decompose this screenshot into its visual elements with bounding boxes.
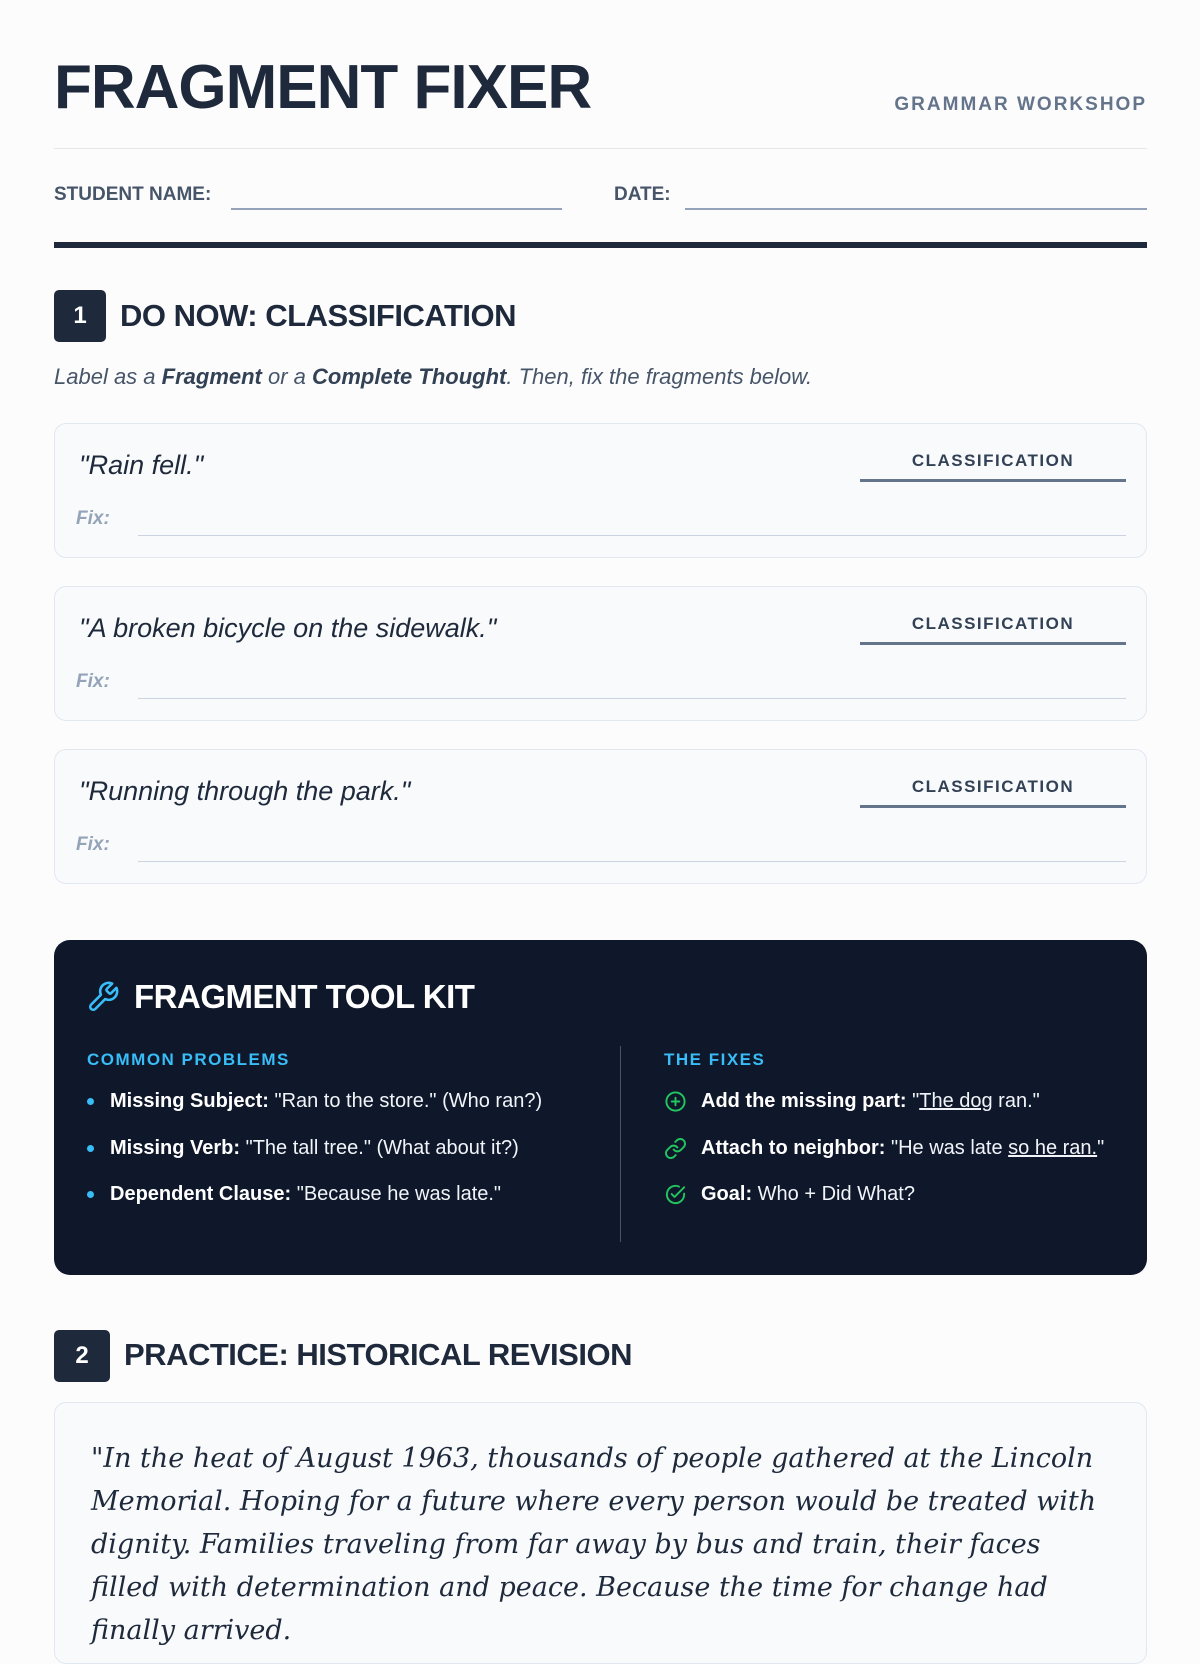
worksheet [54, 0, 1147, 1646]
wrench-icon [86, 980, 120, 1014]
fix-answer-line[interactable] [138, 535, 1126, 536]
section-number-badge: 1 [54, 290, 106, 342]
plus-circle-icon [664, 1090, 687, 1113]
date-field[interactable] [685, 208, 1147, 210]
historical-passage [54, 1402, 1147, 1664]
fix-label: Fix: [76, 508, 110, 529]
fixes-heading: THE FIXES [664, 1050, 766, 1069]
fixes-list [664, 1086, 1114, 1210]
classification-field[interactable]: CLASSIFICATION [860, 777, 1126, 808]
sentence-card [54, 749, 1147, 884]
tool-kit-panel [54, 940, 1147, 1275]
list-item: Goal: Who + Did What? [664, 1179, 1114, 1210]
sentence-card [54, 586, 1147, 721]
link-icon [664, 1137, 687, 1160]
bullet-icon [87, 1145, 94, 1152]
column-divider [620, 1046, 621, 1242]
sentence-card [54, 423, 1147, 558]
page-title: FRAGMENT FIXER [54, 53, 592, 122]
sentence-text: "Rain fell." [79, 450, 204, 480]
bullet-icon [87, 1191, 94, 1198]
instructions: Label as a Fragment or a Complete Thought. Then, fix the fragments below. [54, 364, 813, 389]
check-circle-icon [664, 1183, 687, 1206]
section-number-badge: 2 [54, 1330, 110, 1382]
classification-field[interactable]: CLASSIFICATION [860, 614, 1126, 645]
tool-kit-title: FRAGMENT TOOL KIT [134, 978, 475, 1015]
list-item: Missing Subject: "Ran to the store." (Who ran?) [87, 1086, 597, 1117]
section-divider [54, 242, 1147, 248]
bullet-icon [87, 1098, 94, 1105]
date-label: DATE: [614, 184, 671, 205]
sentence-text: "Running through the park." [79, 776, 411, 806]
student-name-label: STUDENT NAME: [54, 184, 212, 205]
fix-answer-line[interactable] [138, 698, 1126, 699]
classification-field[interactable]: CLASSIFICATION [860, 451, 1126, 482]
sentence-text: "A broken bicycle on the sidewalk." [79, 613, 497, 643]
problems-list [87, 1086, 597, 1210]
student-name-field[interactable] [231, 208, 562, 210]
list-item: Dependent Clause: "Because he was late." [87, 1179, 597, 1210]
fix-label: Fix: [76, 834, 110, 855]
fix-label: Fix: [76, 671, 110, 692]
fix-answer-line[interactable] [138, 861, 1126, 862]
header [54, 0, 1147, 149]
list-item: Missing Verb: "The tall tree." (What about it?) [87, 1133, 597, 1164]
list-item: Attach to neighbor: "He was late so he ran." [664, 1133, 1114, 1164]
passage-text: "In the heat of August 1963, thousands of people gathered at the Lincoln Memorial. Hoping for a future where every person would be treated with dignity. Families traveling from far away by bus and train, their faces filled with determination and peace. Because the time for change had finally arrived. [91, 1443, 1097, 1646]
section-title: DO NOW: CLASSIFICATION [120, 298, 516, 333]
list-item: Add the missing part: "The dog ran." [664, 1086, 1114, 1117]
common-problems-heading: COMMON PROBLEMS [87, 1050, 290, 1069]
section-title: PRACTICE: HISTORICAL REVISION [124, 1337, 632, 1372]
page-subtitle: GRAMMAR WORKSHOP [894, 94, 1147, 115]
